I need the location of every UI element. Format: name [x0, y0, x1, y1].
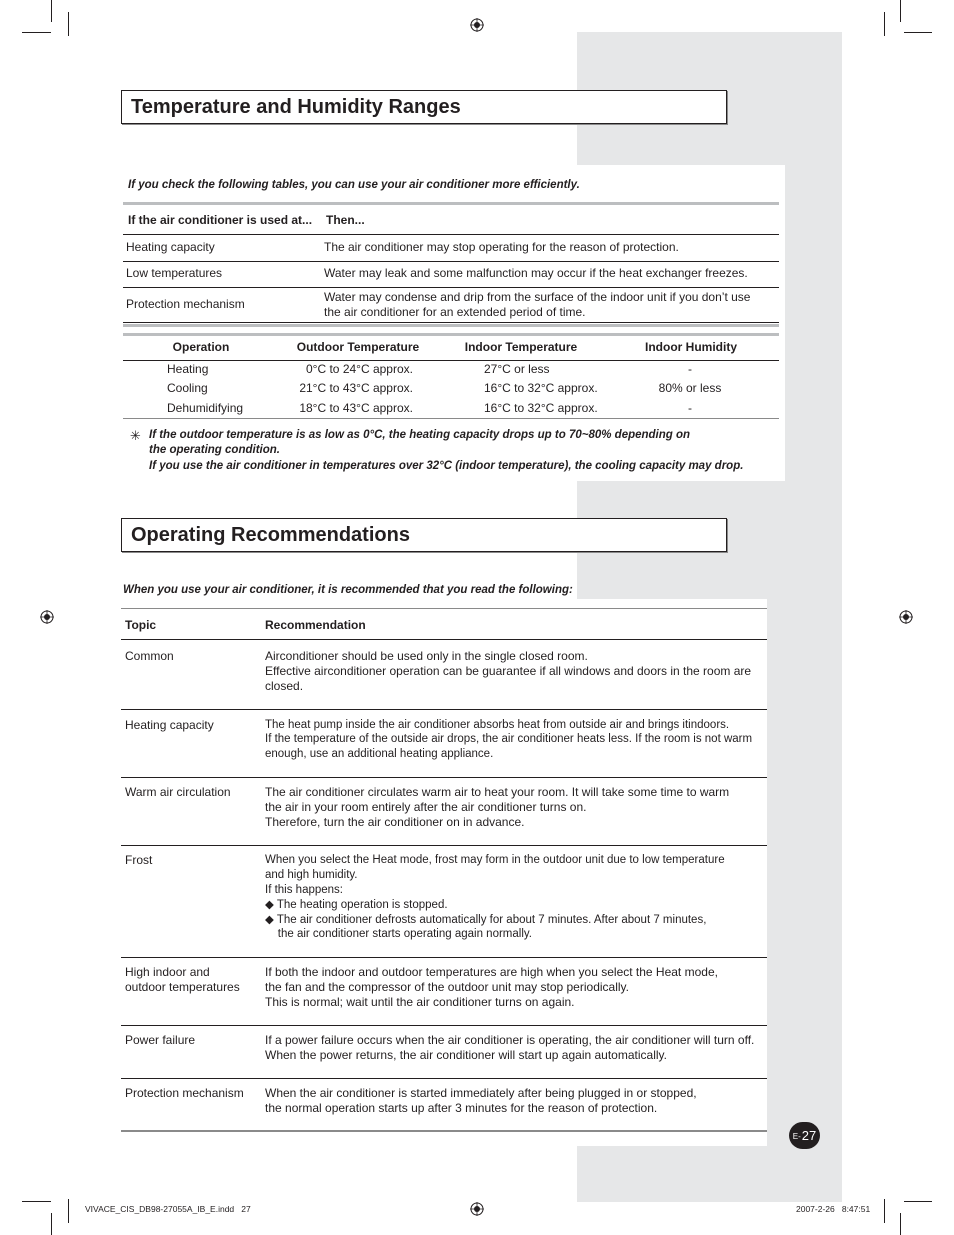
topic-cell: High indoor and: [125, 965, 210, 979]
page-prefix: E-: [792, 1132, 801, 1141]
note-symbol-icon: ✳: [130, 428, 141, 443]
table-header-then: Then...: [326, 213, 365, 227]
section-title-temperature-humidity: Temperature and Humidity Ranges: [121, 90, 727, 124]
footer-file-slug: VIVACE_CIS_DB98-27055A_IB_E.indd 27: [85, 1204, 251, 1214]
recommendation-line: When the power returns, the air conditioner will start up again automatically.: [265, 1048, 667, 1062]
table-cell-humidity: -: [688, 362, 692, 376]
table-rule: [123, 360, 779, 361]
table-header-recommendation: Recommendation: [265, 618, 366, 632]
table-bottom-rule: [121, 1130, 767, 1132]
table-cell-outdoor: 18°C to 43°C approx.: [299, 401, 413, 415]
table-rule: [121, 639, 767, 640]
recommendation-line: enough, use an additional heating appliance.: [265, 748, 494, 760]
recommendation-line: If both the indoor and outdoor temperatures are high when you select the Heat mode,: [265, 965, 718, 979]
range-table: [123, 333, 779, 421]
table-rule: [123, 322, 779, 323]
recommendation-line: the air in your room entirely after the air conditioner turns on.: [265, 800, 587, 814]
crop-mark: [884, 1199, 885, 1223]
crop-mark: [22, 32, 51, 33]
table-rule: [121, 709, 767, 710]
recommendation-line: The heat pump inside the air conditioner absorbs heat from outside air and brings itindoors.: [265, 719, 730, 731]
note-line: the operating condition.: [149, 444, 280, 456]
table-cell-humidity: 80% or less: [658, 381, 722, 395]
crop-mark: [900, 0, 901, 22]
crop-mark: [68, 1199, 69, 1223]
recommendations-table: [121, 607, 767, 1137]
registration-mark-icon: [470, 1202, 484, 1216]
table-rule: [123, 287, 779, 288]
recommendation-line: the air conditioner starts operating again normally.: [265, 928, 532, 940]
side-band-bottom: [577, 1146, 842, 1202]
recommendation-line: This is normal; wait until the air conditioner turns on again.: [265, 995, 575, 1009]
table-rule: [123, 418, 779, 419]
table-rule: [121, 845, 767, 846]
recommendation-line: If this happens:: [265, 884, 343, 896]
table-header-indoor-humidity: Indoor Humidity: [645, 340, 737, 354]
crop-mark: [51, 0, 52, 22]
table-cell-condition: Low temperatures: [126, 266, 223, 280]
table-header-condition: If the air conditioner is used at...: [128, 213, 313, 227]
table-rule: [121, 1078, 767, 1079]
table-cell-operation: Cooling: [167, 381, 208, 395]
table-header-operation: Operation: [172, 340, 230, 354]
note-line: If you use the air conditioner in temperatures over 32°C (indoor temperature), the cooling capacity may drop.: [149, 460, 744, 472]
table-rule: [123, 261, 779, 262]
crop-mark: [904, 32, 932, 33]
table-cell-indoor: 16°C to 32°C approx.: [484, 401, 598, 415]
table-cell-operation: Dehumidifying: [167, 401, 244, 415]
table-header-topic: Topic: [125, 618, 157, 632]
section1-intro: If you check the following tables, you can use your air conditioner more efficiently.: [128, 179, 580, 191]
topic-cell: Common: [125, 649, 174, 663]
recommendation-line: and high humidity.: [265, 869, 358, 881]
crop-mark: [51, 1213, 52, 1235]
registration-mark-icon: [40, 610, 54, 624]
side-band-upper: [785, 165, 842, 481]
crop-mark: [884, 12, 885, 36]
table-cell-condition: Heating capacity: [126, 240, 215, 254]
conditions-table: [123, 202, 779, 332]
table-header-indoor-temperature: Indoor Temperature: [464, 340, 578, 354]
topic-cell: Warm air circulation: [125, 785, 231, 799]
table-cell-outdoor: 0°C to 24°C approx.: [306, 362, 413, 376]
recommendation-line: the fan and the compressor of the outdoor unit may stop periodically.: [265, 980, 629, 994]
section2-intro: When you use your air conditioner, it is recommended that you read the following:: [123, 584, 573, 596]
recommendation-line: The air conditioner circulates warm air to heat your room. It will take some time to warm: [265, 785, 730, 799]
crop-mark: [904, 1201, 932, 1202]
recommendation-line: the normal operation starts up after 3 minutes for the reason of protection.: [265, 1101, 658, 1115]
footer-timestamp: 2007-2-26 8:47:51: [796, 1204, 871, 1214]
crop-mark: [900, 1213, 901, 1235]
table-cell-result: The air conditioner may stop operating for the reason of protection.: [324, 240, 679, 254]
topic-cell: Power failure: [125, 1033, 196, 1047]
topic-cell: Heating capacity: [125, 718, 214, 732]
table-rule: [121, 777, 767, 778]
crop-mark: [22, 1201, 51, 1202]
table-cell-condition: Protection mechanism: [126, 297, 245, 311]
recommendation-line: Airconditioner should be used only in the single closed room.: [265, 649, 588, 663]
recommendation-line: Effective airconditioner operation can be guarantee if all windows and doors in the room are: [265, 664, 752, 678]
topic-cell: Protection mechanism: [125, 1086, 244, 1100]
recommendation-line: When the air conditioner is started immediately after being plugged in or stopped,: [265, 1086, 697, 1100]
recommendation-line: When you select the Heat mode, frost may form in the outdoor unit due to low temperature: [265, 854, 725, 866]
registration-mark-icon: [470, 18, 484, 32]
table-cell-indoor: 16°C to 32°C approx.: [484, 381, 598, 395]
table-rule: [121, 1025, 767, 1026]
side-band-lower: [767, 599, 842, 1146]
topic-cell: outdoor temperatures: [125, 980, 240, 994]
note-line: If the outdoor temperature is as low as 0°C, the heating capacity drops up to 70~80% depending on: [149, 429, 691, 441]
recommendation-bullet: ◆ The air conditioner defrosts automatically for about 7 minutes. After about 7 minutes,: [265, 914, 707, 926]
table-top-rule: [123, 202, 779, 205]
table-rule: [123, 234, 779, 235]
recommendation-line: If the temperature of the outside air drops, the air conditioner heats less. If the room is not warm: [265, 733, 753, 745]
section-title-operating-recommendations: Operating Recommendations: [121, 518, 727, 552]
crop-mark: [68, 12, 69, 36]
page-number: 27: [801, 1128, 817, 1143]
recommendation-line: closed.: [265, 679, 304, 693]
table-cell-outdoor: 21°C to 43°C approx.: [299, 381, 413, 395]
recommendation-bullet: ◆ The heating operation is stopped.: [265, 899, 448, 911]
topic-cell: Frost: [125, 853, 153, 867]
table-cell-result: Water may condense and drip from the surface of the indoor unit if you don’t use the air conditioner for an extended period of time.: [324, 290, 751, 319]
table-cell-result: Water may leak and some malfunction may occur if the heat exchanger freezes.: [324, 266, 748, 280]
table-bottom-rule: [123, 324, 779, 327]
table-cell-indoor: 27°C or less: [484, 362, 550, 376]
table-rule: [121, 957, 767, 958]
recommendation-line: Therefore, turn the air conditioner on in advance.: [265, 815, 525, 829]
registration-mark-icon: [899, 610, 913, 624]
table-cell-operation: Heating: [167, 362, 209, 376]
table-header-outdoor-temperature: Outdoor Temperature: [296, 340, 420, 354]
recommendation-line: If a power failure occurs when the air conditioner is operating, the air conditioner will turn off.: [265, 1033, 755, 1047]
page-number-badge: [789, 1122, 820, 1149]
table-cell-humidity: -: [688, 401, 692, 415]
table-top-rule: [121, 608, 767, 609]
table-top-rule: [123, 333, 779, 336]
